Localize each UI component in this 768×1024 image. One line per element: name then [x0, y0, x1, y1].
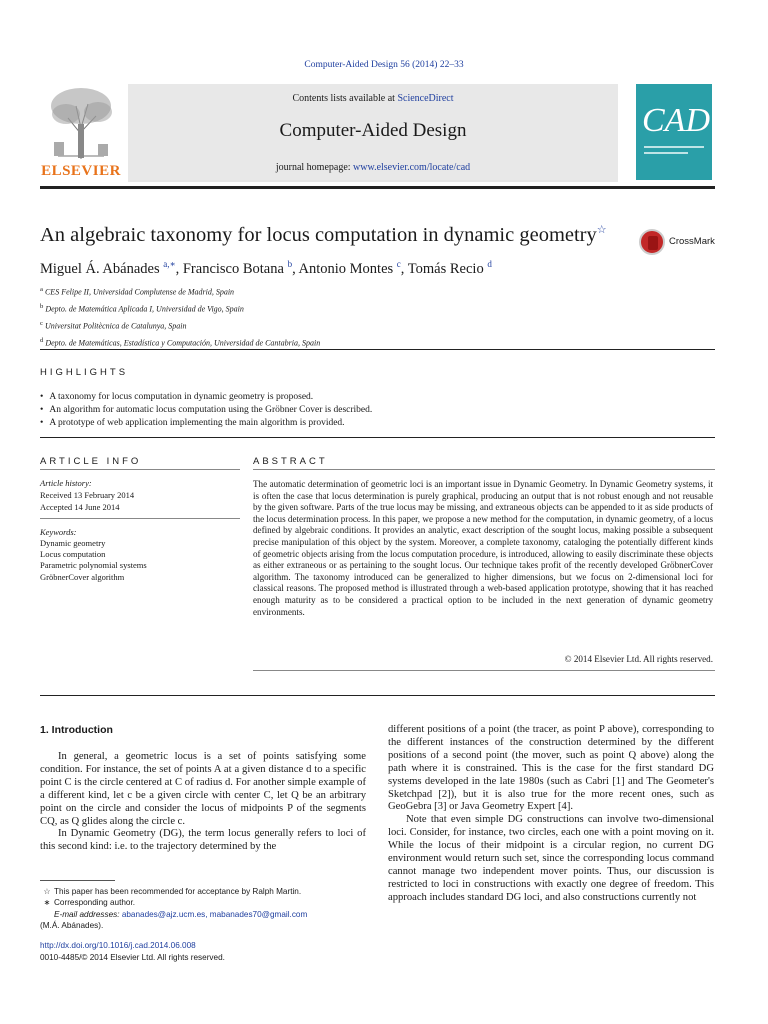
- section-divider: [40, 349, 715, 350]
- footnotes: [40, 886, 370, 932]
- crossmark-icon: [639, 229, 665, 255]
- journal-banner: [128, 84, 618, 182]
- article-info-heading: ARTICLE INFO: [40, 456, 142, 467]
- email-link[interactable]: abanades@ajz.ucm.es, mabanades70@gmail.com: [121, 909, 308, 919]
- cover-line: [644, 152, 688, 154]
- body-paragraph: Note that even simple DG constructions can involve two-dimensional loci. Consider, for instance, two circles, each one with a point moving on it. While the locus of their midpoint is a circular region, no current DG environment would return such set, since the corresponding locus command cannot manage two independent mover points. Thus, our discussion is restricted to loci in constructions with exactly one degree of freedom. This approach includes standard DG loci, and also constructions currently not: [388, 814, 714, 903]
- elsevier-wordmark: ELSEVIER: [41, 163, 121, 179]
- affiliation-list: [40, 283, 320, 352]
- keywords-divider: [40, 518, 240, 519]
- keywords-list: [40, 538, 147, 583]
- abstract-divider: [253, 670, 715, 671]
- abstract-copyright: © 2014 Elsevier Ltd. All rights reserved.: [564, 654, 713, 664]
- cover-title: CAD: [642, 102, 710, 139]
- history-label: Article history:: [40, 478, 92, 488]
- section-divider: [40, 437, 715, 438]
- highlight-item: • A taxonomy for locus computation in dynamic geometry is proposed.: [40, 391, 372, 404]
- footnote: ☆ This paper has been recommended for acceptance by Ralph Martin.: [43, 887, 302, 896]
- footnote-divider: [40, 880, 115, 881]
- author-list: Miguel Á. Abánades $^{a,∗}$, Francisco Botana $^b$, Antonio Montes $^c$, Tomás Recio $^d$: [40, 259, 492, 277]
- journal-reference-link[interactable]: Computer-Aided Design 56 (2014) 22–33: [304, 60, 464, 70]
- contents-line: [128, 93, 618, 104]
- body-paragraph: In Dynamic Geometry (DG), the term locus generally refers to loci of this second kind: i.e. to the trajectory determined by the: [40, 828, 366, 853]
- body-paragraph: In general, a geometric locus is a set of points satisfying some condition. For instance, the set of points A at a given distance d to a specific point C is the circle centered at C of radius d. For another simple example of a different kind, let c be a given circle with center C, let Q be an arbitrary point on the circle and consider the locus of midpoints P of the segments CQ, as Q glides along the circle c.: [40, 751, 366, 827]
- footnote: ∗ Corresponding author.: [43, 898, 136, 908]
- journal-title: Computer-Aided Design: [279, 120, 467, 141]
- abstract-divider: [253, 469, 715, 470]
- affiliation: $^c$ Universitat Politècnica de Catalunya, Spain: [40, 320, 187, 331]
- keyword: GröbnerCover algorithm: [40, 571, 125, 582]
- author-affil-mark[interactable]: a,∗: [163, 259, 176, 269]
- homepage-line: [128, 162, 618, 173]
- keywords-label: Keywords:: [40, 527, 77, 537]
- author-affil-mark[interactable]: b: [287, 259, 293, 269]
- keyword: Dynamic geometry: [40, 538, 106, 548]
- article-info-divider: [40, 469, 240, 470]
- author-name: Antonio Montes: [298, 260, 394, 277]
- crossmark-badge[interactable]: [639, 229, 719, 257]
- keyword: Locus computation: [40, 549, 106, 560]
- journal-cover-image: [636, 84, 712, 180]
- homepage-link[interactable]: www.elsevier.com/locate/cad: [353, 162, 471, 173]
- keyword: Parametric polynomial systems: [40, 560, 147, 571]
- body-paragraph: different positions of a point (the tracer, as point P above), corresponding to the different instances of the construction determined by the different positions of a second point (the mover, such as point Q above) along the path where it is constrained. This is the case for the first standard DG systems developed in the late 1980s (such as Cabri [1] and The Geometer's Sketchpad [2]), but it is also true for the more recent ones, such as GeoGebra [3] or Java Geometry Expert [4].: [388, 724, 714, 813]
- author-affil-mark[interactable]: c: [396, 259, 401, 269]
- author-name: Miguel Á. Abánades: [40, 260, 160, 277]
- footnote-emails: E-mail addresses: abanades@ajz.ucm.es, mabanades70@gmail.com: [54, 909, 308, 919]
- paper-title: [40, 223, 607, 247]
- highlight-item: • A prototype of web application implementing the main algorithm is provided.: [40, 417, 372, 430]
- highlights-heading: HIGHLIGHTS: [40, 367, 129, 378]
- body-column-left: [40, 751, 366, 854]
- affiliation: $^a$ CES Felipe II, Universidad Complutense de Madrid, Spain: [40, 286, 235, 297]
- author-name: Francisco Botana: [182, 260, 284, 277]
- received-date: Received 13 February 2014: [40, 490, 135, 500]
- section-divider: [40, 695, 715, 696]
- journal-header: [40, 84, 715, 184]
- body-column-right: [388, 724, 714, 905]
- doi-link[interactable]: http://dx.doi.org/10.1016/j.cad.2014.06.008: [40, 941, 196, 950]
- highlight-item: • An algorithm for automatic locus computation using the Gröbner Cover is described.: [40, 404, 372, 417]
- introduction-heading: 1. Introduction: [40, 724, 113, 736]
- title-footnote-mark[interactable]: ☆: [596, 224, 607, 236]
- abstract-text: The automatic determination of geometric loci is an important issue in Dynamic Geometry. In Dynamic Geometry systems, it is often the case that locus determination is purely graphical, producing an output that is not robust enough and not reusable by the given software. Parts of the true locus may be missing, and extraneous objects can be appended to it as side products of the locus determination process. In this paper, we propose a new method for the computation, in dynamic geometry, of a locus defined by algebraic conditions. It provides an analytic, exact description of the sought locus, making possible a subsequent precise manipulation of this object by the system. Moreover, a complete taxonomy, cataloging the potentially different kinds of geometric objects arising from the locus computation procedure, is introduced, allowing to easily discriminate these objects as either extraneous or as pertaining to the sought locus. Our technique takes profit of the recently developed GröbnerCover algorithm. The taxonomy introduced can be generalized to higher dimensions, but we focus on 2-dimensional loci for classical reasons. The proposed method is illustrated through a web-based application prototype, showing that it has reached enough maturity as to be considered a practical option to be included in the next generation of dynamic geometry environments.: [253, 479, 713, 617]
- crossmark-label: CrossMark: [669, 236, 715, 247]
- header-divider: [40, 186, 715, 189]
- homepage-prefix: journal homepage:: [275, 162, 354, 173]
- paper-title-text: An algebraic taxonomy for locus computation in dynamic geometry: [40, 223, 597, 246]
- highlights-list: [40, 391, 372, 430]
- issn-line: 0010-4485/© 2014 Elsevier Ltd. All rights reserved.: [40, 953, 225, 962]
- affiliation: $^b$ Depto. de Matemática Aplicada I, Universidad de Vigo, Spain: [40, 303, 244, 314]
- abstract-heading: ABSTRACT: [253, 456, 328, 467]
- author-name: Tomás Recio: [407, 260, 484, 277]
- accepted-date: Accepted 14 June 2014: [40, 502, 120, 512]
- footnote-email-owner: (M.Á. Abánades).: [40, 921, 104, 931]
- author-affil-mark[interactable]: d: [487, 259, 492, 269]
- affiliation: $^d$ Depto. de Matemáticas, Estadística y Computación, Universidad de Cantabria, Spain: [40, 337, 321, 349]
- cover-line: [644, 146, 704, 148]
- sciencedirect-link[interactable]: ScienceDirect: [397, 93, 454, 104]
- contents-prefix: Contents lists available at: [292, 93, 398, 104]
